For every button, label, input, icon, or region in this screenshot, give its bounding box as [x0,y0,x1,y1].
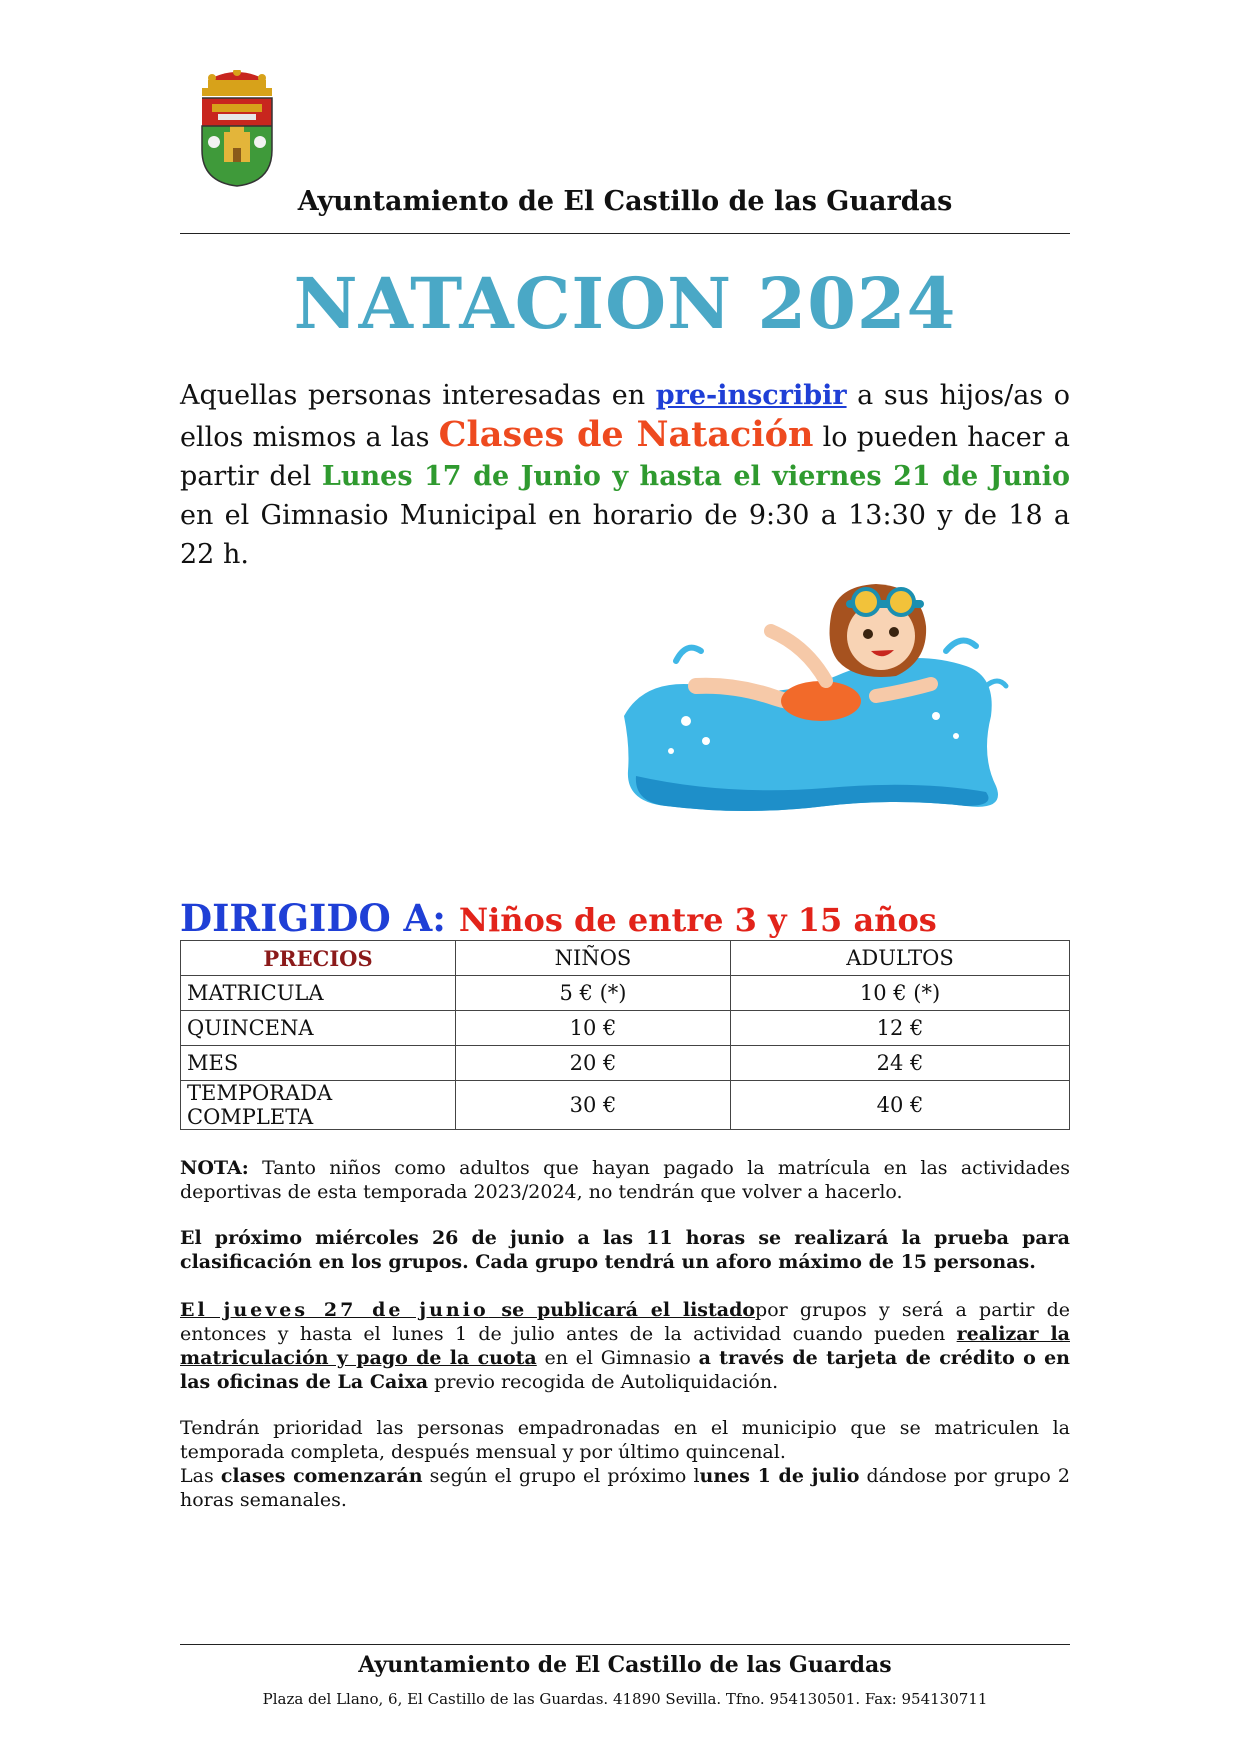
table-row [181,1081,1070,1130]
table-header-ninos: NIÑOS [456,941,731,976]
clases-text-3: dándose por grupo 2 horas semanales. [180,1465,1070,1511]
clases-date-highlight: unes 1 de julio [699,1465,860,1487]
clases-text-1: Las [180,1465,221,1487]
table-header-row [181,941,1070,976]
header-organization: Ayuntamiento de El Castillo de las Guardas [297,186,953,217]
table-cell: 10 € [456,1011,731,1046]
clases-start-highlight: clases comenzarán [220,1465,423,1487]
nota-text: Tanto niños como adultos que hayan pagado la matrícula en las actividades deportivas de esta temporada 2023/2024, no tendrán que volver a hacerlo. [180,1157,1070,1203]
nota-label: NOTA: [180,1157,249,1179]
nota-paragraph [180,1156,1070,1204]
listado-text-2: en el Gimnasio [536,1347,699,1369]
target-audience-heading [180,896,1070,940]
page-title: NATACION 2024 [293,262,957,345]
coat-of-arms-logo [178,70,296,188]
intro-text-2: a sus hijos/as o ellos mismos a las [180,380,1071,453]
intro-text-4: en el Gimnasio Municipal en horario de 9:30 a 13:30 y de 18 a 22 h. [180,500,1070,570]
swimming-girl-illustration [576,566,1031,831]
table-cell: 30 € [456,1081,731,1130]
pre-inscribir-highlight: pre-inscribir [655,380,847,411]
footer-organization: Ayuntamiento de El Castillo de las Guardas [358,1652,892,1678]
table-cell: 10 € (*) [731,976,1070,1011]
footer-address: Plaza del Llano, 6, El Castillo de las Guardas. 41890 Sevilla. Tfno. 954130501. Fax: 954130711 [262,1690,988,1708]
table-row [181,1046,1070,1081]
fechas-highlight: Lunes 17 de Junio y hasta el viernes 21 de Junio [321,461,1070,492]
prioridad-paragraph: Tendrán prioridad las personas empadronadas en el municipio que se matriculen la temporada completa, después mensual y por último quincenal. [180,1417,1070,1463]
table-cell: TEMPORADA COMPLETA [181,1081,456,1130]
listado-text: por grupos y será a partir de entonces y hasta el lunes 1 de julio antes de la actividad cuando pueden [180,1299,1071,1345]
clases-paragraph [180,1464,1070,1512]
table-cell: 20 € [456,1046,731,1081]
intro-paragraph [180,376,1070,574]
table-cell: MATRICULA [181,976,456,1011]
clases-text-2: según el grupo el próximo l [422,1465,700,1487]
table-cell: 12 € [731,1011,1070,1046]
listado-publish: se publicará el listado [488,1299,756,1321]
listado-text-3: previo recogida de Autoliquidación. [428,1371,779,1393]
matriculacion-highlight: realizar la matriculación y pago de la cuota [180,1323,1070,1369]
intro-text-1: Aquellas personas interesadas en [180,380,656,411]
table-cell: 24 € [731,1046,1070,1081]
price-table [180,940,1070,1130]
dirigido-value: Niños de entre 3 y 15 años [458,901,937,939]
table-cell: MES [181,1046,456,1081]
table-cell: QUINCENA [181,1011,456,1046]
intro-text-3: lo pueden hacer a partir del [180,422,1070,492]
table-cell: 40 € [731,1081,1070,1130]
listado-paragraph [180,1298,1070,1394]
dirigido-label: DIRIGIDO A: [180,896,459,940]
footer-divider [180,1644,1070,1645]
listado-date: El jueves 27 de junio [180,1299,489,1321]
table-row [181,976,1070,1011]
header-divider [180,233,1070,234]
payment-method-highlight: a través de tarjeta de crédito o en las oficinas de La Caixa [180,1347,1070,1393]
table-header-adultos: ADULTOS [731,941,1070,976]
table-cell: 5 € (*) [456,976,731,1011]
clases-natacion-highlight: Clases de Natación [438,414,814,455]
table-row [181,1011,1070,1046]
prueba-paragraph: El próximo miércoles 26 de junio a las 11 horas se realizará la prueba para clasificación en los grupos. Cada grupo tendrá un aforo máximo de 15 personas. [180,1227,1070,1273]
table-header-precios: PRECIOS [181,941,456,976]
